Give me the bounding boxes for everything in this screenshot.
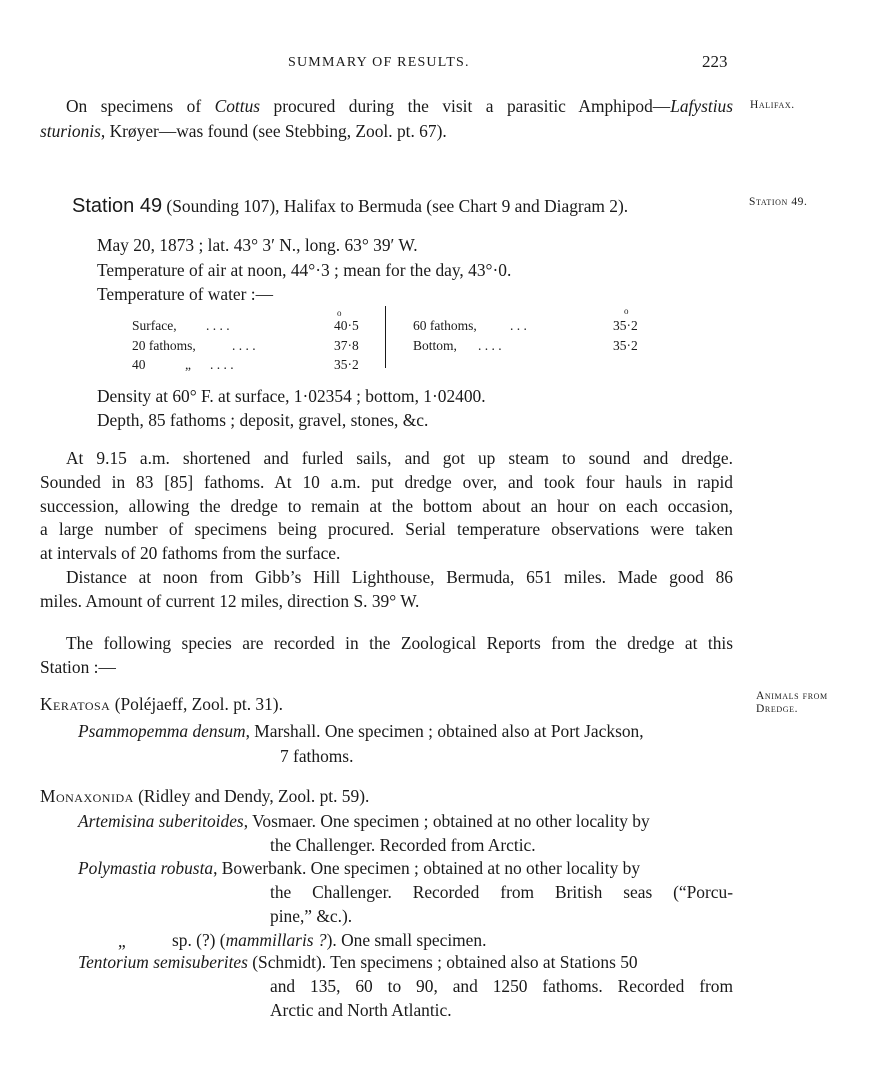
species-psammopemma-cont: 7 fathoms. — [280, 746, 354, 766]
ditto-mark: „ — [118, 931, 126, 951]
species-tentorium: Tentorium semisuberites (Schmidt). Ten specimens ; obtained also at Stations 50 — [78, 952, 638, 972]
station-subtitle: (Sounding 107), Halifax to Bermuda (see Chart 9 and Diagram 2). — [162, 196, 629, 216]
table-leader: . . . . — [206, 318, 230, 333]
page-number: 223 — [702, 52, 728, 71]
degree-mark: o — [337, 308, 342, 318]
table-value: 37·8 — [334, 338, 359, 353]
species-polymastia-sp: sp. (?) (mammillaris ?). One small specimen. — [172, 930, 487, 950]
narrative-p3-line-2: Station :— — [40, 657, 116, 677]
station-air-temp: Temperature of air at noon, 44°·3 ; mean for the day, 43°·0. — [97, 260, 512, 280]
narrative-p3-line-1: The following species are recorded in the Zoological Reports from the dredge at this — [66, 633, 733, 653]
species-artemisina: Artemisina suberitoides, Vosmaer. One specimen ; obtained at no other locality by — [78, 811, 650, 831]
table-value: 35·2 — [613, 318, 638, 333]
narrative-p1-line-4: a large number of specimens being procured. Serial temperature observations were taken — [40, 519, 733, 539]
margin-note-halifax: Halifax. — [750, 99, 795, 111]
species-psammopemma: Psammopemma densum, Marshall. One specimen ; obtained also at Port Jackson, — [78, 721, 644, 741]
table-row: 40 — [132, 357, 146, 372]
species-polymastia-cont-2: pine,” &c.). — [270, 906, 353, 926]
table-value: 35·2 — [613, 338, 638, 353]
margin-note-animals-line2: Dredge. — [756, 703, 799, 715]
table-row: 20 fathoms, — [132, 338, 196, 353]
margin-note-animals-line1: Animals from — [756, 690, 828, 702]
table-leader: . . . — [510, 318, 527, 333]
station-title: Station 49 — [72, 195, 163, 217]
table-row: 60 fathoms, — [413, 318, 477, 333]
narrative-p1-line-1: At 9.15 a.m. shortened and furled sails, and got up steam to sound and dredge. — [66, 448, 733, 468]
margin-note-animals — [756, 690, 828, 716]
table-leader: . . . . — [210, 357, 234, 372]
ditto-mark: „ — [185, 357, 191, 372]
species-polymastia: Polymastia robusta, Bowerbank. One specimen ; obtained at no other locality by — [78, 858, 641, 878]
narrative-p2-line-2: miles. Amount of current 12 miles, direction S. 39° W. — [40, 591, 420, 611]
table-value: 35·2 — [334, 357, 359, 372]
running-title: SUMMARY OF RESULTS. — [288, 55, 470, 70]
table-leader: . . . . — [478, 338, 502, 353]
table-row: Bottom, — [413, 338, 457, 353]
species-tentorium-cont-1: and 135, 60 to 90, and 1250 fathoms. Recorded from — [270, 976, 733, 996]
group-monaxonida: Monaxonida (Ridley and Dendy, Zool. pt. 59). — [40, 786, 370, 806]
table-leader: . . . . — [232, 338, 256, 353]
station-date-line: May 20, 1873 ; lat. 43° 3′ N., long. 63° 39′ W. — [97, 235, 418, 255]
narrative-p1-line-3: succession, allowing the dredge to remain at the bottom about an hour on each occasion, — [40, 496, 733, 516]
degree-mark: o — [624, 306, 629, 316]
narrative-p1-line-2: Sounded in 83 [85] fathoms. At 10 a.m. put dredge over, and took four hauls in rapid — [40, 472, 733, 492]
station-density: Density at 60° F. at surface, 1·02354 ; bottom, 1·02400. — [97, 386, 486, 406]
narrative-p1-line-5: at intervals of 20 fathoms from the surface. — [40, 543, 341, 563]
margin-note-station: Station 49. — [749, 196, 808, 208]
station-depth: Depth, 85 fathoms ; deposit, gravel, stones, &c. — [97, 410, 429, 430]
intro-line-2: sturionis, Krøyer—was found (see Stebbing, Zool. pt. 67). — [40, 121, 447, 141]
table-row: Surface, — [132, 318, 177, 333]
species-artemisina-cont: the Challenger. Recorded from Arctic. — [270, 835, 536, 855]
narrative-p2-line-1: Distance at noon from Gibb’s Hill Lighthouse, Bermuda, 651 miles. Made good 86 — [66, 567, 733, 587]
table-value: 40·5 — [334, 318, 359, 333]
intro-line-1: On specimens of Cottus procured during the visit a parasitic Amphipod—Lafystius — [66, 96, 733, 116]
station-heading — [72, 194, 628, 218]
group-keratosa: Keratosa (Poléjaeff, Zool. pt. 31). — [40, 694, 283, 714]
table-divider — [385, 306, 386, 368]
species-polymastia-cont-1: the Challenger. Recorded from British seas (“Porcu- — [270, 882, 733, 902]
species-tentorium-cont-2: Arctic and North Atlantic. — [270, 1000, 452, 1020]
station-water-temp-label: Temperature of water :— — [97, 284, 273, 304]
